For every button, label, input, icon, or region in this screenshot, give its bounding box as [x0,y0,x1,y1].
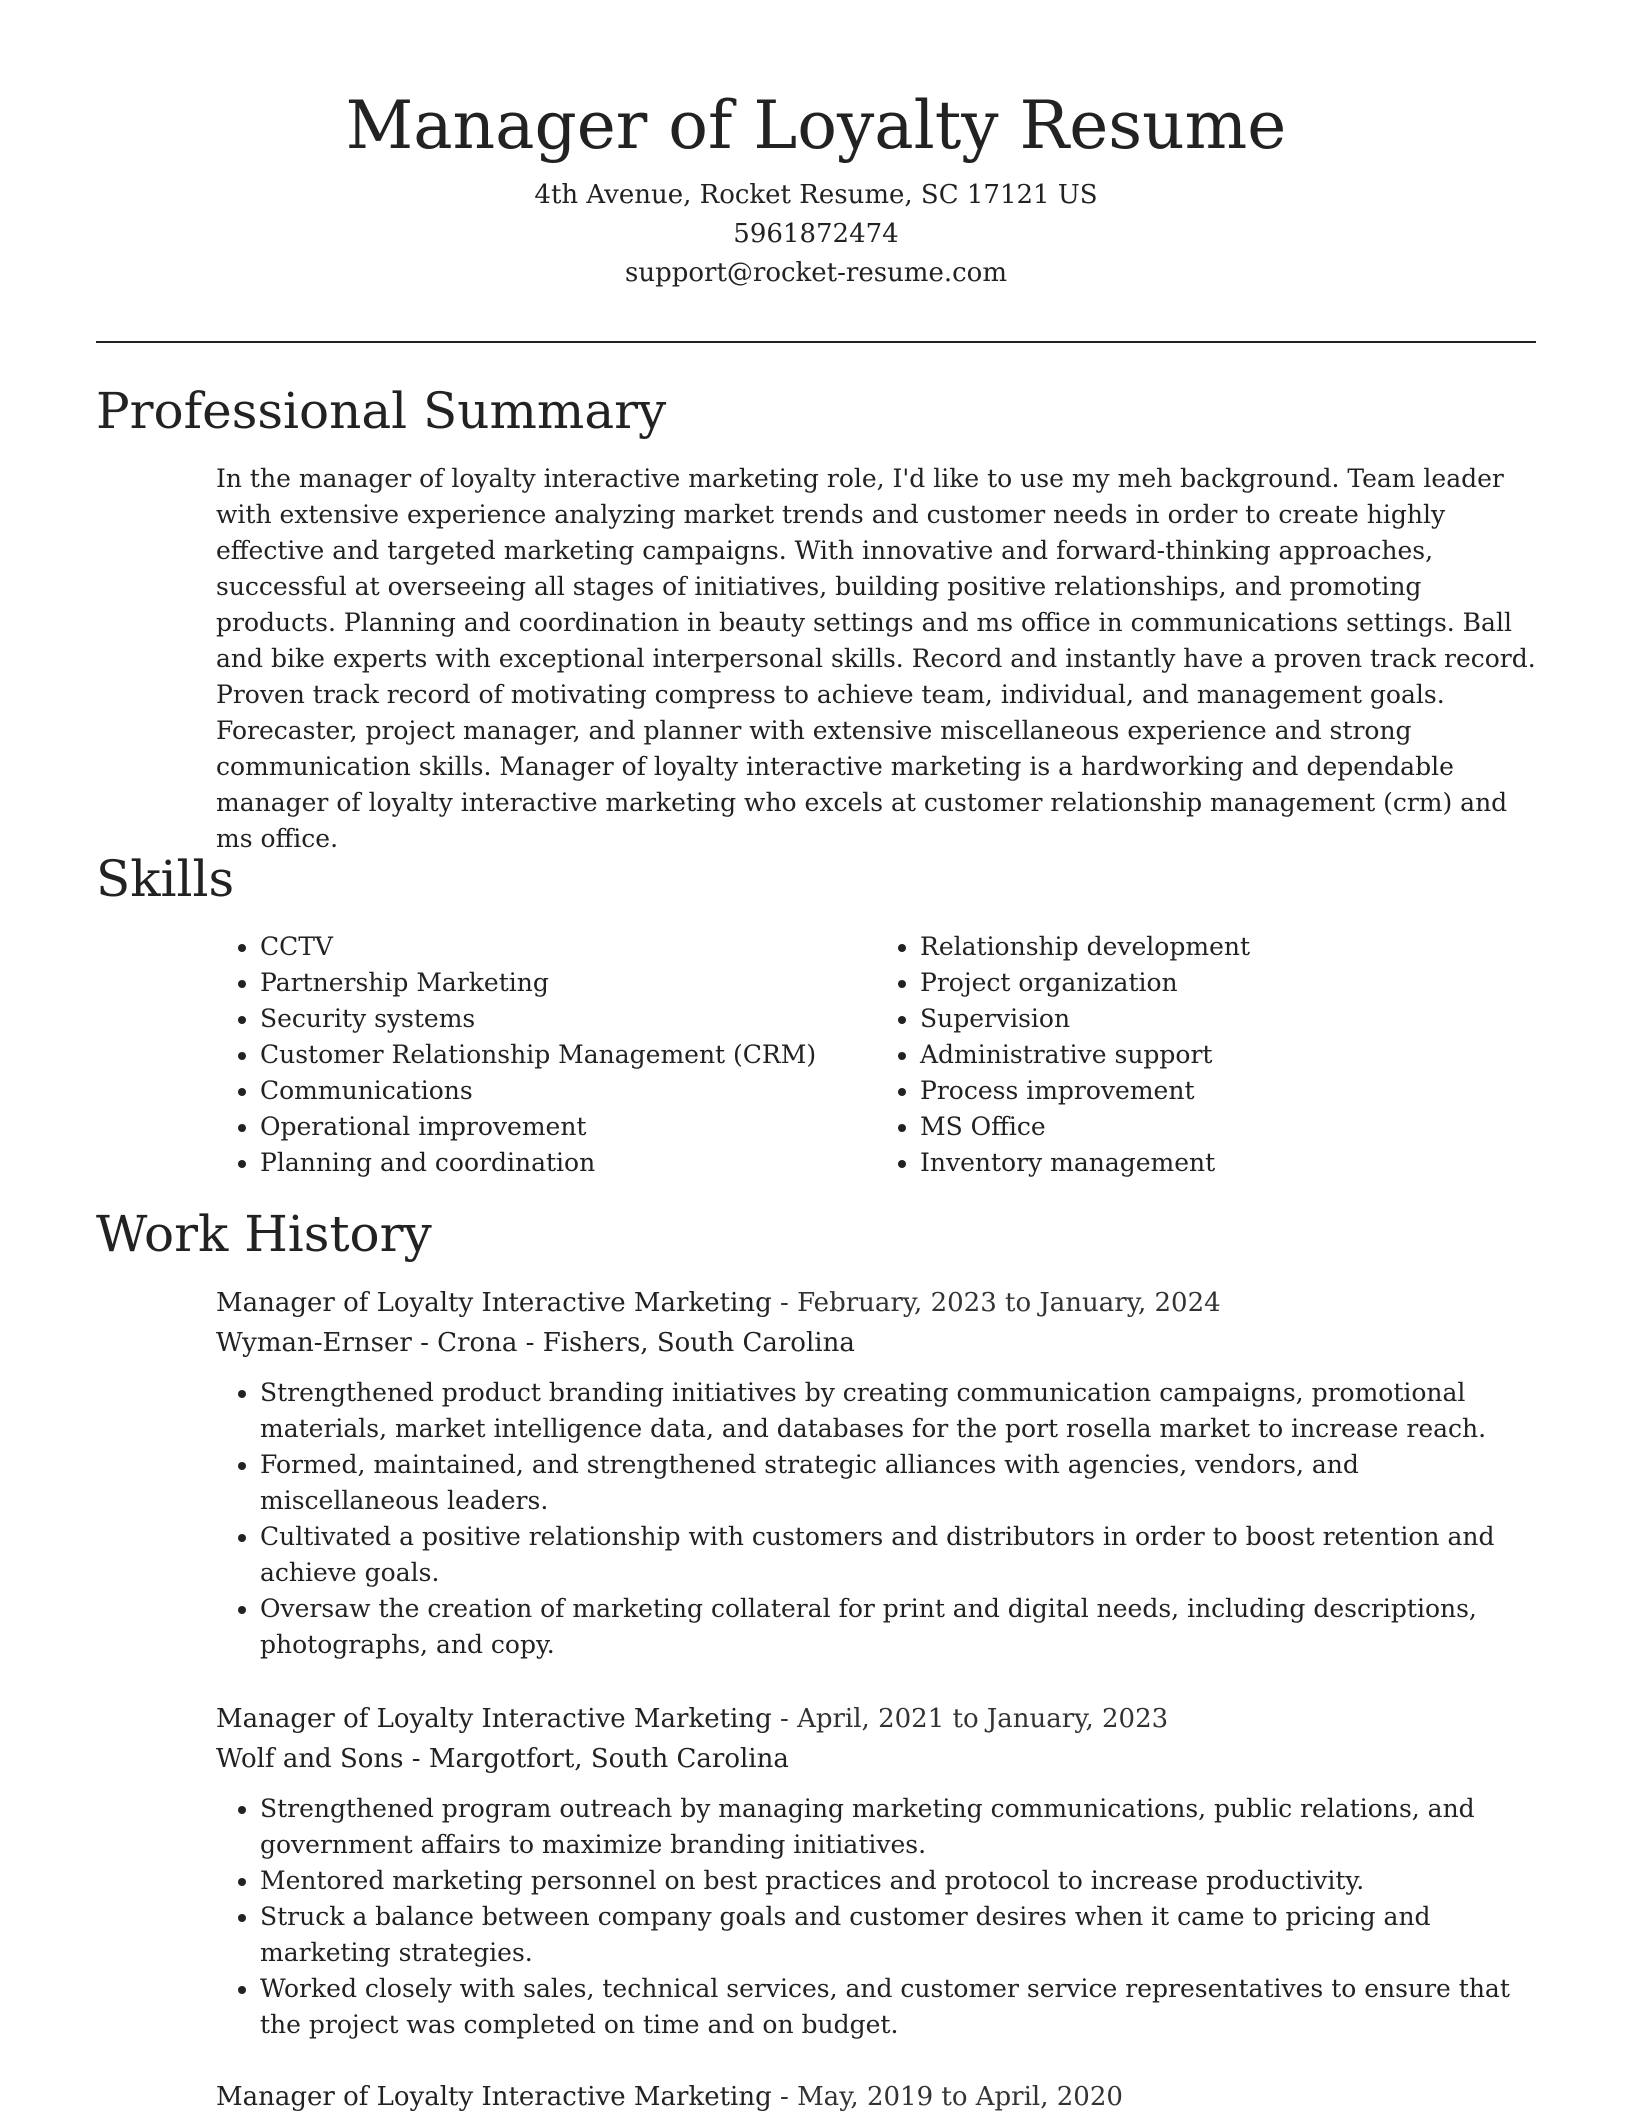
job-entry [216,1699,1536,2043]
job-dates: - February, 2023 to January, 2024 [771,1288,1221,1318]
job-company: Wyman-Ernser - Crona [216,1328,518,1358]
skill-item: • Administrative support [920,1037,1536,1073]
job-bullets [216,1791,1536,2043]
job-entry [216,1283,1536,1663]
job-title: Manager of Loyalty Interactive Marketing [216,1288,772,1318]
skill-item: • Inventory management [920,1145,1536,1181]
job-title-line [216,1283,1536,1323]
phone: 5961872474 [733,219,899,249]
job-bullet: • Formed, maintained, and strengthened strategic alliances with agencies, vendors, and miscellaneous leaders. [260,1447,1536,1519]
job-dates: - April, 2021 to January, 2023 [771,1704,1169,1734]
skill-item: • Customer Relationship Management (CRM) [260,1037,876,1073]
job-company-line [216,1739,1536,1779]
job-bullet: • Strengthened program outreach by managing marketing communications, public relations, and government affairs to maximize branding initiatives. [260,1791,1536,1863]
skills-column-right [876,929,1536,1181]
job-bullet: • Mentored marketing personnel on best practices and protocol to increase productivity. [260,1863,1536,1899]
skill-item: • Supervision [920,1001,1536,1037]
address: 4th Avenue, Rocket Resume, SC 17121 US [534,180,1098,210]
skills-heading: Skills [96,850,235,908]
job-bullet: • Strengthened product branding initiatives by creating communication campaigns, promotional materials, market intelligence data, and databases for the port rosella market to increase reach. [260,1375,1536,1447]
job-company: Wolf and Sons [216,1744,404,1774]
skill-item: • Operational improvement [260,1109,876,1145]
skill-item: • Security systems [260,1001,876,1037]
skill-item: • Partnership Marketing [260,965,876,1001]
skill-item: • Project organization [920,965,1536,1001]
job-location: - Margotfort, South Carolina [403,1744,789,1774]
job-dates: - May, 2019 to April, 2020 [771,2082,1123,2112]
job-title-line [216,2077,1536,2112]
job-title: Manager of Loyalty Interactive Marketing [216,2082,772,2112]
job-title: Manager of Loyalty Interactive Marketing [216,1704,772,1734]
contact-info [0,176,1632,293]
job-bullet: • Struck a balance between company goals and customer desires when it came to pricing and marketing strategies. [260,1899,1536,1971]
email: support@rocket-resume.com [624,258,1007,288]
skill-item: • CCTV [260,929,876,965]
skills-list [216,929,1536,1181]
job-entry [216,2077,1536,2112]
job-company-line [216,1323,1536,1363]
resume-title: Manager of Loyalty Resume [345,87,1287,164]
job-bullet: • Cultivated a positive relationship with customers and distributors in order to boost retention and achieve goals. [260,1519,1536,1591]
skill-item: • Communications [260,1073,876,1109]
work-history-heading: Work History [96,1205,432,1263]
skill-item: • MS Office [920,1109,1536,1145]
skill-item: • Planning and coordination [260,1145,876,1181]
skill-item: • Process improvement [920,1073,1536,1109]
job-location: - Fishers, South Carolina [517,1328,855,1358]
summary-heading: Professional Summary [96,382,667,440]
skill-item: • Relationship development [920,929,1536,965]
job-bullets [216,1375,1536,1663]
job-bullet: • Oversaw the creation of marketing collateral for print and digital needs, including descriptions, photographs, and copy. [260,1591,1536,1663]
header-divider [96,341,1536,343]
resume-header [0,0,1632,293]
summary-text: In the manager of loyalty interactive marketing role, I'd like to use my meh background. Team leader with extensive experience analyzing market trends and customer needs in order to create highly effective and targeted marketing campaigns. With innovative and forward-thinking approaches, successful at overseeing all stages of initiatives, building positive relationships, and promoting products. Planning and coordination in beauty settings and ms office in communications settings. Ball and bike experts with exceptional interpersonal skills. Record and instantly have a proven track record. Proven track record of motivating compress to achieve team, individual, and management goals. Forecaster, project manager, and planner with extensive miscellaneous experience and strong communication skills. Manager of loyalty interactive marketing is a hardworking and dependable manager of loyalty interactive marketing who excels at customer relationship management (crm) and ms office. [216,464,1536,853]
skills-column-left [216,929,876,1181]
job-bullet: • Worked closely with sales, technical services, and customer service representatives to ensure that the project was completed on time and on budget. [260,1971,1536,2043]
job-title-line [216,1699,1536,1739]
